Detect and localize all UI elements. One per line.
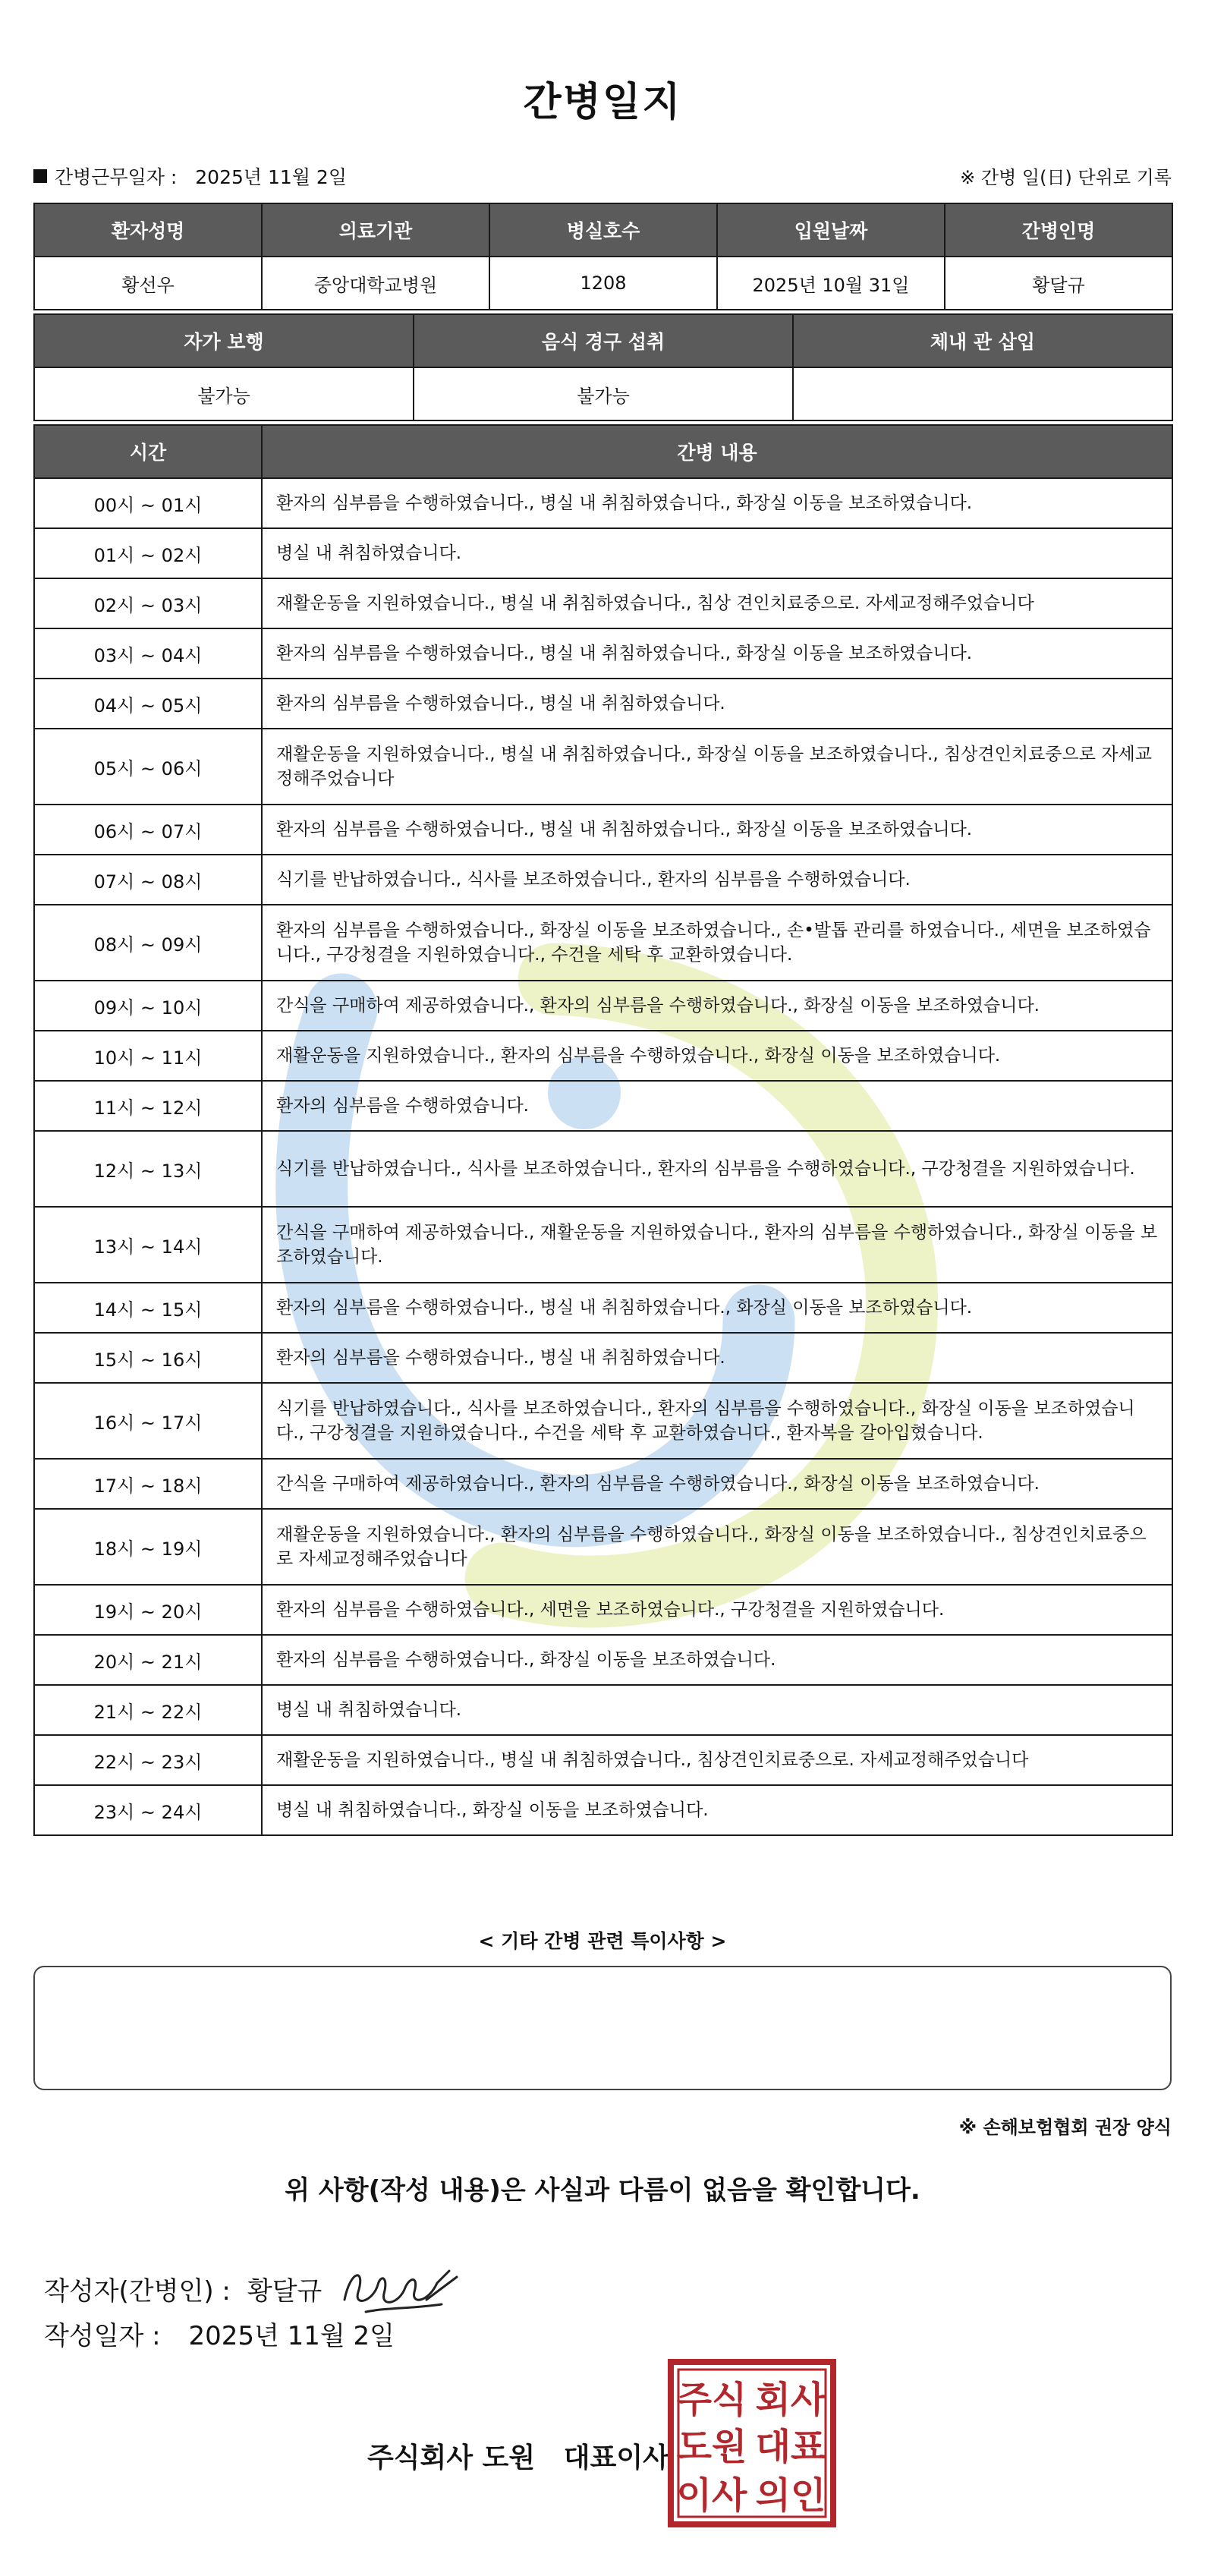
table-row — [34, 981, 1172, 1031]
header-patient-name: 환자성명 — [34, 203, 262, 257]
notes-title: < 기타 간병 관련 특이사항 > — [478, 1930, 727, 1952]
table-row — [34, 1207, 1172, 1283]
log-content: 간식을 구매하여 제공하였습니다., 재활운동을 지원하였습니다., 환자의 심부름을 수행하였습니다., 화장실 이동을 보조하였습니다. — [262, 1207, 1172, 1283]
log-time: 11시 ~ 12시 — [34, 1081, 262, 1131]
table-row — [34, 1509, 1172, 1585]
table-row — [34, 1585, 1172, 1635]
header-admission-date: 입원날짜 — [717, 203, 945, 257]
log-time: 06시 ~ 07시 — [34, 805, 262, 855]
log-content: 재활운동을 지원하였습니다., 환자의 심부름을 수행하였습니다., 화장실 이동을 보조하였습니다., 침상견인치료중으로 자세교정해주었습니다 — [262, 1509, 1172, 1585]
header-caregiver: 간병인명 — [945, 203, 1172, 257]
notes-box — [33, 1966, 1172, 2090]
table-row — [34, 1459, 1172, 1509]
company-representative: 주식회사 도원 대표이사 — [367, 2442, 669, 2474]
log-time: 20시 ~ 21시 — [34, 1635, 262, 1685]
log-time: 19시 ~ 20시 — [34, 1585, 262, 1635]
log-content: 환자의 심부름을 수행하였습니다., 병실 내 취침하였습니다., 화장실 이동을 보조하였습니다. — [262, 628, 1172, 679]
hospital: 중앙대학교병원 — [262, 257, 489, 310]
table-row — [34, 1131, 1172, 1207]
notes-content — [35, 1967, 1170, 1992]
log-content: 간식을 구매하여 제공하였습니다., 환자의 심부름을 수행하였습니다., 화장실 이동을 보조하였습니다. — [262, 1459, 1172, 1509]
svg-text:도원: 도원 — [676, 2426, 747, 2468]
work-date-label: 간병근무일자 : — [55, 166, 178, 188]
log-content: 환자의 심부름을 수행하였습니다. — [262, 1081, 1172, 1131]
admission-date: 2025년 10월 31일 — [717, 257, 945, 310]
log-content: 식기를 반납하였습니다., 식사를 보조하였습니다., 환자의 심부름을 수행하였습니다. — [262, 855, 1172, 905]
header-time: 시간 — [34, 425, 262, 478]
log-content: 식기를 반납하였습니다., 식사를 보조하였습니다., 환자의 심부름을 수행하였습니다., 화장실 이동을 보조하였습니다., 구강청결을 지원하였습니다., 수건을 세탁 후 교환하였습니다., 환자복을 갈아입혔습니다. — [262, 1383, 1172, 1459]
writer-label: 작성자(간병인) : — [44, 2275, 231, 2307]
log-time: 02시 ~ 03시 — [34, 578, 262, 628]
table-row — [34, 905, 1172, 981]
svg-text:대표: 대표 — [755, 2426, 826, 2468]
self-walking: 불가능 — [34, 367, 414, 420]
writer-line — [44, 2254, 464, 2322]
log-content: 병실 내 취침하였습니다. — [262, 528, 1172, 578]
log-time: 17시 ~ 18시 — [34, 1459, 262, 1509]
association-note: ※ 손해보험협회 권장 양식 — [958, 2117, 1172, 2138]
log-time: 22시 ~ 23시 — [34, 1735, 262, 1785]
log-time: 14시 ~ 15시 — [34, 1283, 262, 1333]
log-content: 재활운동을 지원하였습니다., 병실 내 취침하였습니다., 화장실 이동을 보조하였습니다., 침상견인치료중으로 자세교정해주었습니다 — [262, 729, 1172, 805]
log-content: 재활운동을 지원하였습니다., 병실 내 취침하였습니다., 침상 견인치료중으로. 자세교정해주었습니다 — [262, 578, 1172, 628]
log-content: 식기를 반납하였습니다., 식사를 보조하였습니다., 환자의 심부름을 수행하였습니다., 구강청결을 지원하였습니다. — [262, 1131, 1172, 1207]
log-time: 03시 ~ 04시 — [34, 628, 262, 679]
svg-text:의인: 의인 — [755, 2474, 826, 2517]
writer-name: 황달규 — [247, 2275, 322, 2307]
log-content: 간식을 구매하여 제공하였습니다., 환자의 심부름을 수행하였습니다., 화장실 이동을 보조하였습니다. — [262, 981, 1172, 1031]
table-row — [34, 805, 1172, 855]
patient-name: 황선우 — [34, 257, 262, 310]
table-row — [34, 1081, 1172, 1131]
log-content: 병실 내 취침하였습니다., 화장실 이동을 보조하였습니다. — [262, 1785, 1172, 1835]
care-log-rows — [34, 478, 1172, 1835]
log-time: 21시 ~ 22시 — [34, 1685, 262, 1735]
table-row — [34, 855, 1172, 905]
care-log-table — [33, 424, 1173, 1836]
log-time: 08시 ~ 09시 — [34, 905, 262, 981]
patient-info-table — [33, 203, 1173, 310]
log-time: 00시 ~ 01시 — [34, 478, 262, 528]
log-content: 환자의 심부름을 수행하였습니다., 병실 내 취침하였습니다., 화장실 이동을 보조하였습니다. — [262, 478, 1172, 528]
table-row — [34, 1383, 1172, 1459]
header-self-walking: 자가 보행 — [34, 314, 414, 367]
unit-note: ※ 간병 일(日) 단위로 기록 — [960, 167, 1172, 188]
log-content: 환자의 심부름을 수행하였습니다., 병실 내 취침하였습니다. — [262, 679, 1172, 729]
table-row — [34, 528, 1172, 578]
log-time: 18시 ~ 19시 — [34, 1509, 262, 1585]
tube-insertion — [793, 367, 1172, 420]
written-date-value: 2025년 11월 2일 — [188, 2321, 395, 2351]
work-date — [33, 162, 347, 190]
table-row — [34, 679, 1172, 729]
table-row — [34, 1685, 1172, 1735]
table-row — [34, 1031, 1172, 1081]
document-title: 간병일지 — [523, 80, 682, 125]
header-hospital: 의료기관 — [262, 203, 489, 257]
log-content: 환자의 심부름을 수행하였습니다., 병실 내 취침하였습니다. — [262, 1333, 1172, 1383]
log-time: 16시 ~ 17시 — [34, 1383, 262, 1459]
log-content: 환자의 심부름을 수행하였습니다., 병실 내 취침하였습니다., 화장실 이동을 보조하였습니다. — [262, 805, 1172, 855]
table-row — [34, 578, 1172, 628]
table-row — [34, 729, 1172, 805]
header-tube-insertion: 체내 관 삽입 — [793, 314, 1172, 367]
log-time: 09시 ~ 10시 — [34, 981, 262, 1031]
work-date-value: 2025년 11월 2일 — [195, 166, 347, 188]
caregiver-name: 황달규 — [945, 257, 1172, 310]
care-status-table — [33, 313, 1173, 421]
table-row — [34, 1785, 1172, 1835]
table-row — [34, 478, 1172, 528]
log-content: 재활운동을 지원하였습니다., 병실 내 취침하였습니다., 침상견인치료중으로. 자세교정해주었습니다 — [262, 1735, 1172, 1785]
log-content: 환자의 심부름을 수행하였습니다., 화장실 이동을 보조하였습니다., 손•발톱 관리를 하였습니다., 세면을 보조하였습니다., 구강청결을 지원하였습니다., 수건을 세탁 후 교환하였습니다. — [262, 905, 1172, 981]
written-date-label: 작성일자 : — [44, 2321, 161, 2351]
log-time: 01시 ~ 02시 — [34, 528, 262, 578]
log-time: 07시 ~ 08시 — [34, 855, 262, 905]
log-time: 10시 ~ 11시 — [34, 1031, 262, 1081]
table-row — [34, 1735, 1172, 1785]
table-row — [34, 628, 1172, 679]
table-row — [34, 1283, 1172, 1333]
svg-text:이사: 이사 — [676, 2474, 747, 2517]
log-content: 재활운동을 지원하였습니다., 환자의 심부름을 수행하였습니다., 화장실 이동을 보조하였습니다. — [262, 1031, 1172, 1081]
log-time: 05시 ~ 06시 — [34, 729, 262, 805]
company-seal — [668, 2359, 836, 2527]
oral-intake: 불가능 — [414, 367, 793, 420]
confirmation-statement: 위 사항(작성 내용)은 사실과 다름이 없음을 확인합니다. — [285, 2175, 920, 2206]
log-content: 환자의 심부름을 수행하였습니다., 병실 내 취침하였습니다., 화장실 이동을 보조하였습니다. — [262, 1283, 1172, 1333]
signature — [335, 2254, 464, 2322]
log-time: 12시 ~ 13시 — [34, 1131, 262, 1207]
log-time: 23시 ~ 24시 — [34, 1785, 262, 1835]
log-content: 환자의 심부름을 수행하였습니다., 세면을 보조하였습니다., 구강청결을 지원하였습니다. — [262, 1585, 1172, 1635]
log-content: 병실 내 취침하였습니다. — [262, 1685, 1172, 1735]
log-time: 13시 ~ 14시 — [34, 1207, 262, 1283]
log-time: 15시 ~ 16시 — [34, 1333, 262, 1383]
svg-text:주식: 주식 — [676, 2379, 747, 2421]
bullet-square-icon — [33, 169, 47, 183]
written-date-line — [44, 2315, 395, 2352]
header-room: 병실호수 — [489, 203, 717, 257]
table-row — [34, 1333, 1172, 1383]
room-number: 1208 — [489, 257, 717, 310]
log-time: 04시 ~ 05시 — [34, 679, 262, 729]
log-content: 환자의 심부름을 수행하였습니다., 화장실 이동을 보조하였습니다. — [262, 1635, 1172, 1685]
header-oral-intake: 음식 경구 섭취 — [414, 314, 793, 367]
table-row — [34, 1635, 1172, 1685]
svg-text:회사: 회사 — [755, 2379, 826, 2421]
header-care-content: 간병 내용 — [262, 425, 1172, 478]
